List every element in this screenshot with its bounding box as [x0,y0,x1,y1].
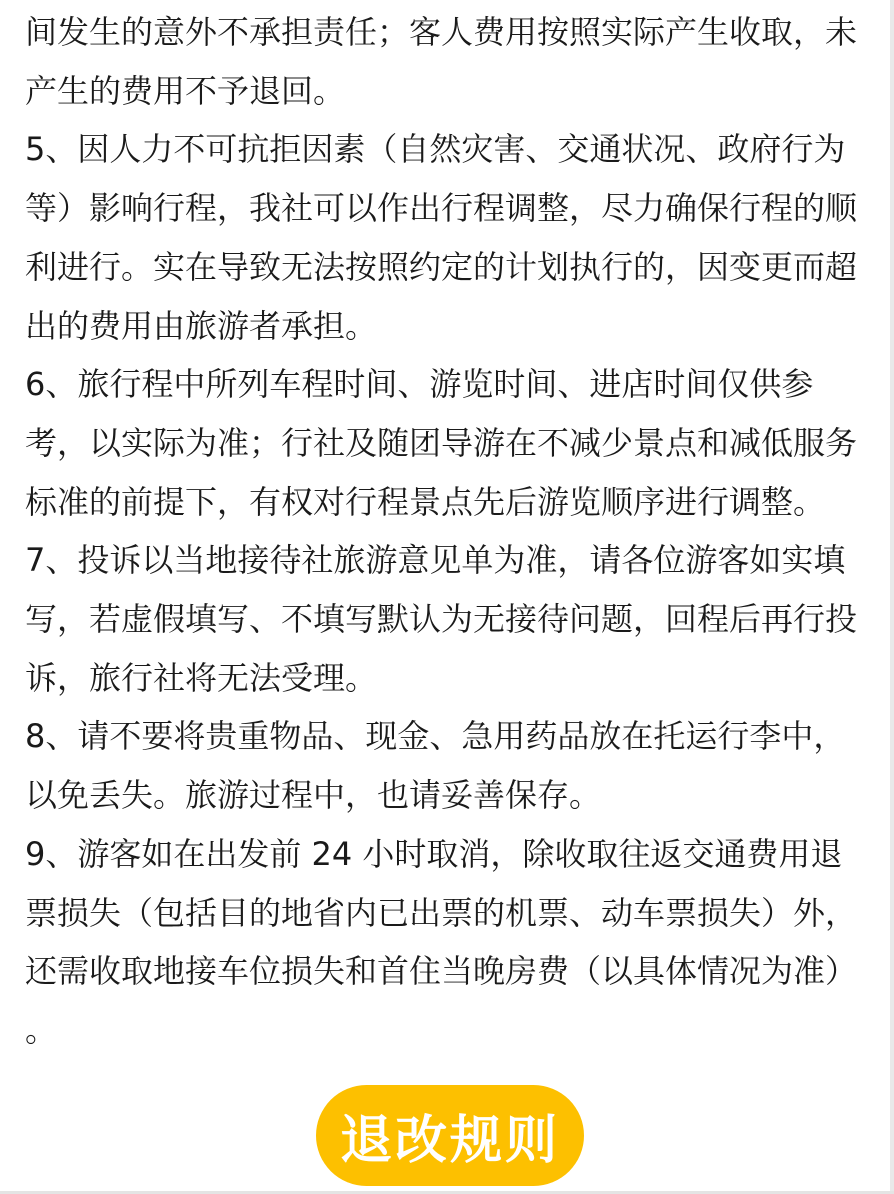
refund-rules-button[interactable] [316,1085,584,1186]
terms-paragraph: 8、请不要将贵重物品、现金、急用药品放在托运行李中，以免丢失。旅游过程中，也请妥善保存。 [25,717,846,815]
terms-text [25,3,870,1060]
terms-paragraph: 9、游客如在出发前 24 小时取消，除收取往返交通费用退票损失（包括目的地省内已出票的机票、动车票损失）外，还需收取地接车位损失和首住当晚房费（以具体情况为准） 。 [25,834,858,1049]
terms-paragraph: 间发生的意外不承担责任；客人费用按照实际产生收取，未产生的费用不予退回。 [25,13,858,110]
terms-paragraph: 6、旅行程中所列车程时间、游览时间、进店时间仅供参考，以实际为准；行社及随团导游在不减少景点和减低服务标准的前提下，有权对行程景点先后游览顺序进行调整。 [25,365,858,521]
terms-paragraph: 7、投诉以当地接待社旅游意见单为准，请各位游客如实填写，若虚假填写、不填写默认为无接待问题，回程后再行投诉，旅行社将无法受理。 [25,541,858,697]
page-edge [890,0,894,1194]
terms-paragraph: 5、因人力不可抗拒因素（自然灾害、交通状况、政府行为等）影响行程，我社可以作出行程调整，尽力确保行程的顺利进行。实在导致无法按照约定的计划执行的，因变更而超出的费用由旅游者承担。 [25,130,858,345]
refund-rules-label: 退改规则 [339,1110,560,1171]
